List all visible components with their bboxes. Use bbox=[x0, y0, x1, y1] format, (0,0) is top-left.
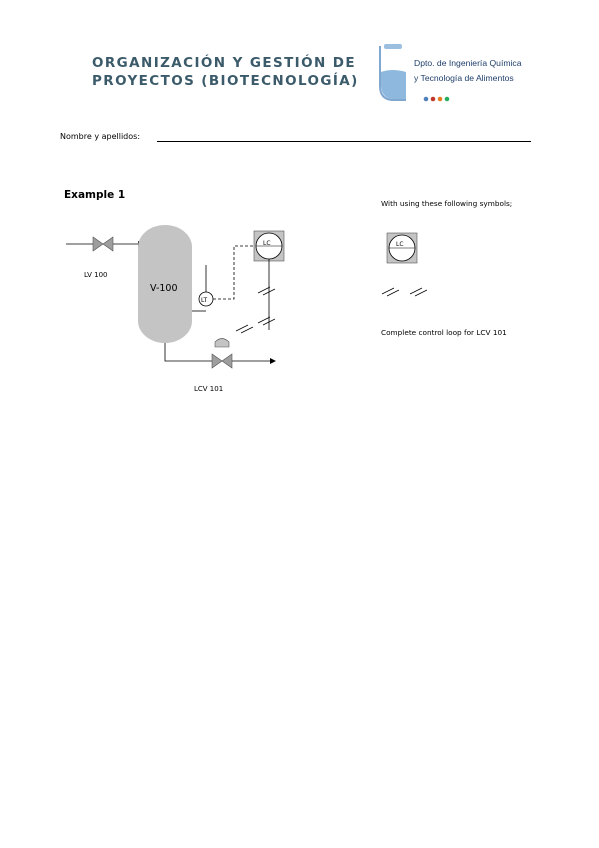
inlet-valve-icon bbox=[93, 237, 113, 251]
course-title-line-2: PROYECTOS (BIOTECNOLOGÍA) bbox=[92, 73, 359, 89]
task-caption: Complete control loop for LCV 101 bbox=[381, 328, 507, 337]
electric-signal-symbol bbox=[380, 284, 438, 298]
level-controller-label: LC bbox=[263, 240, 271, 247]
process-diagram bbox=[58, 215, 308, 395]
valve-actuator-icon bbox=[215, 339, 229, 348]
logo-dot-3 bbox=[438, 97, 443, 102]
control-valve-icon bbox=[212, 354, 232, 368]
vessel-label: V-100 bbox=[150, 283, 178, 294]
signal-line bbox=[213, 246, 254, 299]
name-field-line[interactable] bbox=[157, 141, 531, 142]
symbols-caption: With using these following symbols; bbox=[381, 199, 513, 208]
logo-dot-1 bbox=[424, 97, 429, 102]
controller-symbol-label: LC bbox=[396, 241, 404, 248]
logo-dot-2 bbox=[431, 97, 436, 102]
inlet-valve-label: LV 100 bbox=[84, 271, 108, 279]
level-transmitter-label: LT bbox=[201, 297, 208, 304]
name-field-label: Nombre y apellidos: bbox=[60, 132, 141, 141]
logo-dot-4 bbox=[445, 97, 450, 102]
department-name-line-1: Dpto. de Ingeniería Química bbox=[414, 58, 522, 68]
outlet-arrowhead bbox=[270, 358, 276, 364]
control-valve-label: LCV 101 bbox=[194, 385, 224, 393]
course-title-line-1: ORGANIZACIÓN Y GESTIÓN DE bbox=[92, 55, 356, 71]
department-name-line-2: y Tecnología de Alimentos bbox=[414, 73, 514, 83]
controller-symbol bbox=[386, 230, 418, 266]
example-title: Example 1 bbox=[64, 189, 126, 201]
